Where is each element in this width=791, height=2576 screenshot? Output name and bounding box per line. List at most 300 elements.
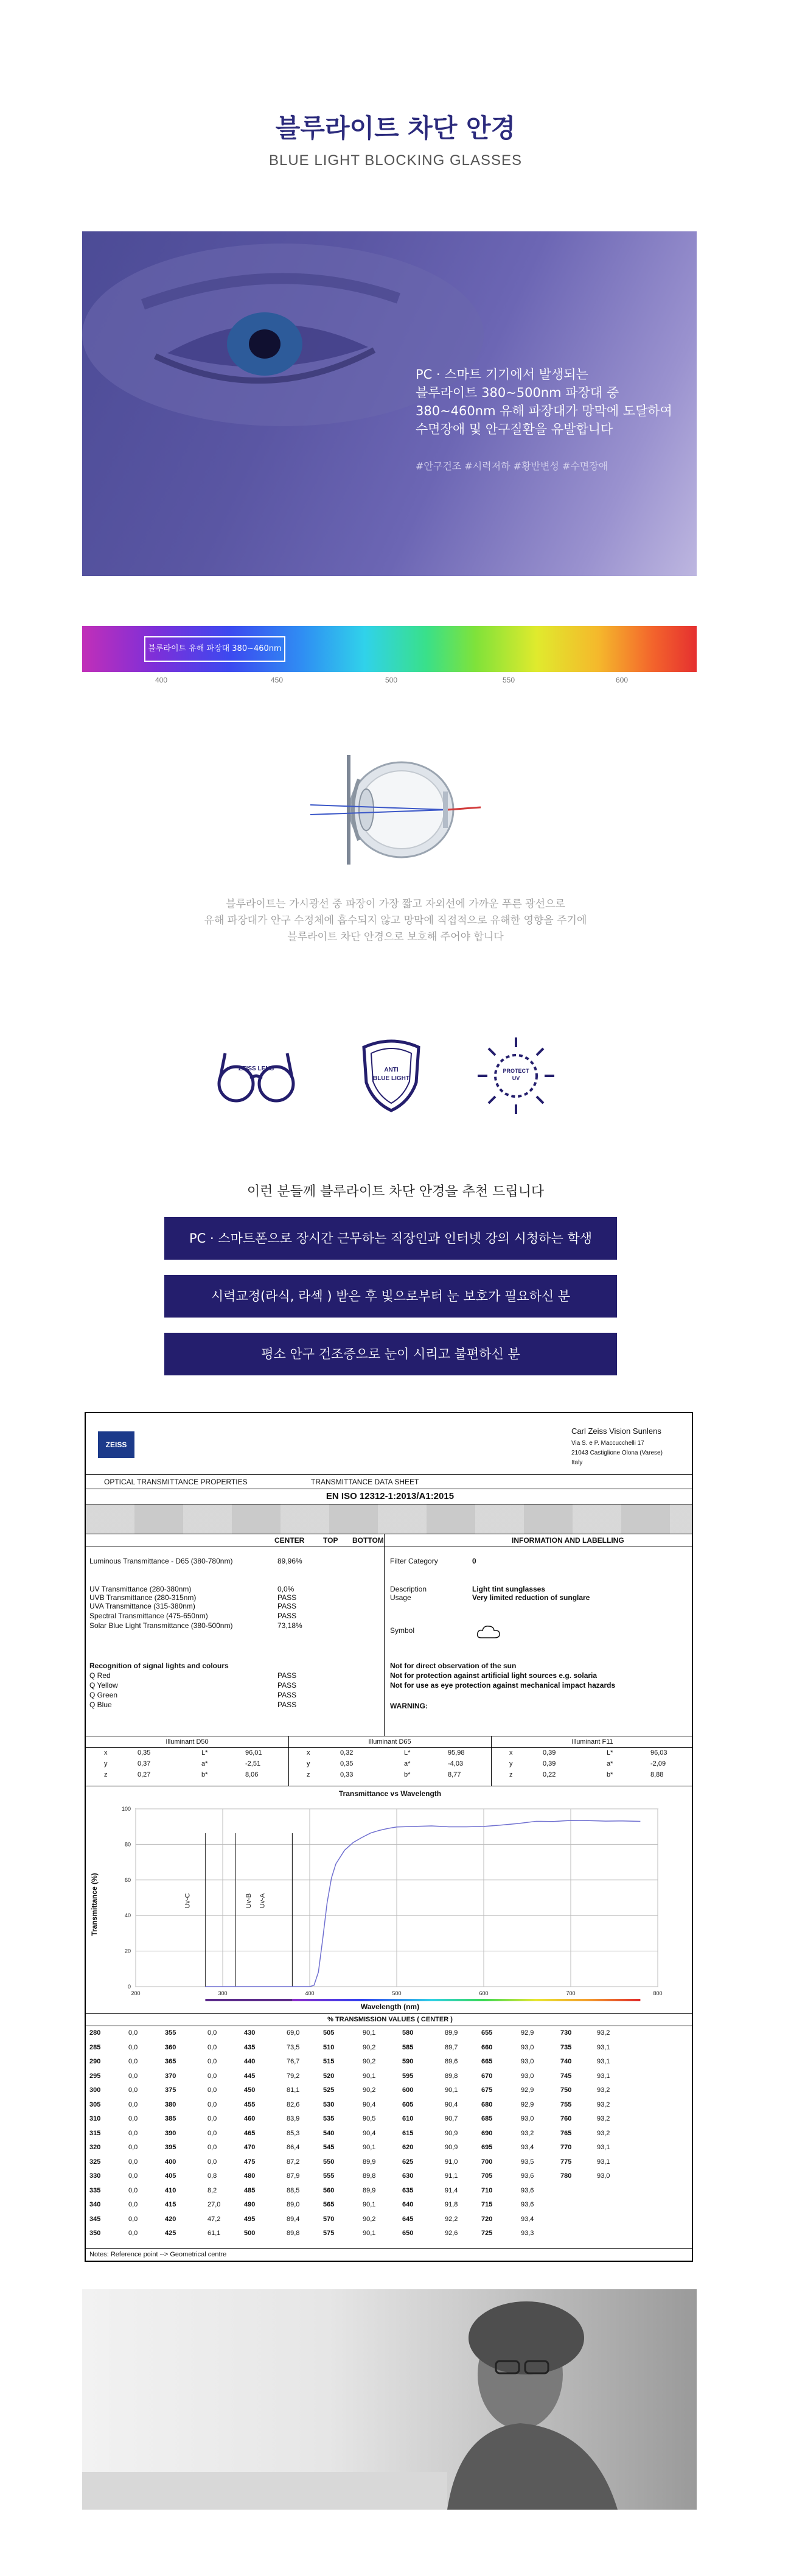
page-title: 블루라이트 차단 안경 <box>275 113 516 143</box>
signal-name: Q Blue <box>89 1700 112 1709</box>
table-cell: 90,4 <box>363 2100 376 2108</box>
table-cell: 0,0 <box>128 2129 138 2137</box>
table-cell: 93,2 <box>597 2029 610 2037</box>
table-cell: 92,9 <box>521 2100 534 2108</box>
info-value: Light tint sunglasses <box>472 1585 546 1593</box>
table-cell: 420 <box>165 2215 176 2223</box>
recommend-item: 시력교정(라식, 라섹 ) 받은 후 빛으로부터 눈 보호가 필요하신 분 <box>164 1275 617 1318</box>
table-cell: 655 <box>481 2029 493 2037</box>
illuminant-cell: 0,39 <box>543 1760 556 1767</box>
illuminant-divider <box>491 1736 492 1786</box>
spectrum-tick: 600 <box>615 676 629 684</box>
table-cell: 415 <box>165 2201 176 2208</box>
table-cell: 93,2 <box>597 2115 610 2122</box>
table-cell: 470 <box>244 2144 256 2151</box>
table-cell: 450 <box>244 2086 256 2094</box>
table-cell: 90,4 <box>363 2129 376 2137</box>
table-cell: 500 <box>244 2230 256 2237</box>
table-cell: 285 <box>89 2043 101 2051</box>
spectrum-tick: 500 <box>385 676 398 684</box>
redacted-product-info <box>86 1504 692 1534</box>
table-cell: 610 <box>402 2115 414 2122</box>
table-cell: 93,4 <box>521 2215 534 2223</box>
illuminant-title: Illuminant D50 <box>166 1738 209 1746</box>
info-heading: INFORMATION AND LABELLING <box>512 1536 624 1545</box>
table-cell: 440 <box>244 2058 256 2065</box>
illuminant-cell: 0,22 <box>543 1771 556 1778</box>
info-key: Usage <box>390 1593 411 1602</box>
table-cell: 93,1 <box>597 2072 610 2080</box>
hero-line: 수면장애 및 안구질환을 유발합니다 <box>416 422 613 437</box>
table-cell: 605 <box>402 2100 414 2108</box>
x-tick-label: 600 <box>479 1990 489 1996</box>
table-cell: 0,0 <box>207 2072 217 2080</box>
address-line: Italy <box>571 1459 583 1466</box>
table-cell: 93,0 <box>521 2043 534 2051</box>
table-cell: 710 <box>481 2186 493 2194</box>
spectrum-bar <box>82 626 697 672</box>
table-cell: 0,0 <box>207 2100 217 2108</box>
table-cell: 490 <box>244 2201 256 2208</box>
illuminant-cell: 0,35 <box>138 1749 151 1757</box>
chart-title: Transmittance vs Wavelength <box>338 1789 442 1798</box>
table-cell: 90,4 <box>445 2100 458 2108</box>
signal-value: PASS <box>277 1691 297 1699</box>
table-cell: 295 <box>89 2072 101 2080</box>
uv-label: UV <box>512 1075 520 1081</box>
illuminant-cell: 0,33 <box>340 1771 354 1778</box>
table-cell: 82,6 <box>287 2100 300 2108</box>
table-cell: 81,1 <box>287 2086 300 2094</box>
y-tick-label: 100 <box>121 1806 131 1812</box>
table-cell: 92,2 <box>445 2215 458 2223</box>
table-cell: 400 <box>165 2158 176 2166</box>
illuminant-cell: y <box>104 1760 108 1767</box>
property-name: UVA Transmittance (315-380nm) <box>89 1602 195 1610</box>
table-cell: 760 <box>560 2115 572 2122</box>
table-cell: 300 <box>89 2086 101 2094</box>
table-cell: 650 <box>402 2230 414 2237</box>
illuminant-cell: b* <box>404 1771 411 1778</box>
table-cell: 0,0 <box>128 2144 138 2151</box>
warning-text: Not for use as eye protection against mechanical impact hazards <box>390 1681 616 1690</box>
table-cell: 90,1 <box>363 2144 376 2151</box>
table-cell: 61,1 <box>207 2230 221 2237</box>
table-cell: 90,9 <box>445 2129 458 2137</box>
illuminant-cell: 0,35 <box>340 1760 354 1767</box>
property-name: Spectral Transmittance (475-650nm) <box>89 1612 208 1620</box>
table-cell: 745 <box>560 2072 572 2080</box>
hero-line: 블루라이트 380~500nm 파장대 중 <box>416 385 619 400</box>
table-cell: 92,9 <box>521 2029 534 2037</box>
warning-text: WARNING: <box>390 1702 428 1710</box>
signal-heading: Recognition of signal lights and colours <box>89 1662 229 1670</box>
transmittance-certificate <box>85 1412 693 2262</box>
table-cell: 93,1 <box>597 2144 610 2151</box>
table-cell: 89,9 <box>363 2186 376 2194</box>
illuminant-cell: 0,27 <box>138 1771 151 1778</box>
table-cell: 565 <box>323 2201 335 2208</box>
illuminant-cell: 0,37 <box>138 1760 151 1767</box>
eye-line: 유해 파장대가 안구 수정체에 흡수되지 않고 망막에 직접적으로 유해한 영향을 주기에 <box>204 914 587 927</box>
illuminant-cell: z <box>509 1771 513 1778</box>
signal-value: PASS <box>277 1681 297 1690</box>
table-cell: 430 <box>244 2029 256 2037</box>
chart-xlabel: Wavelength (nm) <box>360 2002 420 2011</box>
eye-line: 블루라이트는 가시광선 중 파장이 가장 짧고 자외선에 가까운 푸른 광선으로 <box>226 898 565 910</box>
x-tick-label: 500 <box>392 1990 402 1996</box>
illuminant-cell: 8,06 <box>245 1771 259 1778</box>
table-cell: 91,4 <box>445 2186 458 2194</box>
table-cell: 460 <box>244 2115 256 2122</box>
glasses-icon <box>217 1035 296 1114</box>
table-cell: 88,5 <box>287 2186 300 2194</box>
table-cell: 315 <box>89 2129 101 2137</box>
table-cell: 79,2 <box>287 2072 300 2080</box>
table-cell: 600 <box>402 2086 414 2094</box>
info-key: Filter Category <box>390 1557 438 1565</box>
table-cell: 89,6 <box>445 2058 458 2065</box>
table-cell: 93,3 <box>521 2230 534 2237</box>
table-cell: 620 <box>402 2144 414 2151</box>
spectrum-tick: 400 <box>155 676 168 684</box>
table-cell: 725 <box>481 2230 493 2237</box>
table-cell: 375 <box>165 2086 176 2094</box>
table-cell: 280 <box>89 2029 101 2037</box>
table-cell: 780 <box>560 2172 572 2180</box>
illuminant-cell: L* <box>607 1749 613 1757</box>
table-cell: 730 <box>560 2029 572 2037</box>
band-label: Uv-A <box>259 1893 267 1909</box>
property-value: 0,0% <box>277 1585 294 1593</box>
property-name: Solar Blue Light Transmittance (380-500nm) <box>89 1621 233 1630</box>
x-tick-label: 800 <box>653 1990 663 1996</box>
table-cell: 90,2 <box>363 2058 376 2065</box>
table-cell: 93,2 <box>521 2129 534 2137</box>
table-cell: 86,4 <box>287 2144 300 2151</box>
table-cell: 93,0 <box>521 2072 534 2080</box>
address-line: 21043 Castiglione Olona (Varese) <box>571 1450 663 1456</box>
table-cell: 660 <box>481 2043 493 2051</box>
protect-label: PROTECT <box>503 1068 529 1074</box>
standard-title: EN ISO 12312-1:2013/A1:2015 <box>326 1491 455 1501</box>
table-cell: 630 <box>402 2172 414 2180</box>
table-cell: 645 <box>402 2215 414 2223</box>
col-bottom: BOTTOM <box>352 1536 384 1545</box>
table-cell: 93,6 <box>521 2201 534 2208</box>
table-cell: 380 <box>165 2100 176 2108</box>
table-cell: 640 <box>402 2201 414 2208</box>
uv-spectrum-strip <box>205 1999 292 2001</box>
table-cell: 540 <box>323 2129 335 2137</box>
table-cell: 325 <box>89 2158 101 2166</box>
illuminant-cell: z <box>307 1771 310 1778</box>
table-cell: 87,2 <box>287 2158 300 2166</box>
table-cell: 90,2 <box>363 2215 376 2223</box>
transmittance-curve <box>205 1820 640 1987</box>
table-cell: 91,1 <box>445 2172 458 2180</box>
illuminant-cell: y <box>509 1760 513 1767</box>
table-cell: 320 <box>89 2144 101 2151</box>
property-value: 89,96% <box>277 1557 302 1565</box>
table-cell: 720 <box>481 2215 493 2223</box>
table-cell: 92,9 <box>521 2086 534 2094</box>
x-tick-label: 700 <box>566 1990 576 1996</box>
col-center: CENTER <box>274 1536 305 1545</box>
table-cell: 0,0 <box>128 2201 138 2208</box>
table-cell: 93,6 <box>521 2172 534 2180</box>
chart-ylabel: Transmittance (%) <box>90 1873 99 1936</box>
y-tick-label: 60 <box>124 1876 131 1883</box>
illuminant-cell: x <box>307 1749 310 1757</box>
table-cell: 715 <box>481 2201 493 2208</box>
col-top: TOP <box>323 1536 338 1545</box>
signal-value: PASS <box>277 1700 297 1709</box>
table-cell: 89,8 <box>287 2230 300 2237</box>
table-cell: 360 <box>165 2043 176 2051</box>
table-cell: 495 <box>244 2215 256 2223</box>
woman-with-glasses-photo <box>82 2289 697 2510</box>
table-cell: 93,2 <box>597 2100 610 2108</box>
y-tick-label: 0 <box>127 1984 131 1990</box>
table-cell: 330 <box>89 2172 101 2180</box>
table-cell: 530 <box>323 2100 335 2108</box>
table-cell: 0,0 <box>128 2072 138 2080</box>
table-cell: 410 <box>165 2186 176 2194</box>
hero-tags: #안구건조 #시력저하 #황반변성 #수면장애 <box>416 460 608 472</box>
recommend-title: 이런 분들께 블루라이트 차단 안경을 추천 드립니다 <box>246 1184 545 1199</box>
table-cell: 615 <box>402 2129 414 2137</box>
table-cell: 0,0 <box>207 2115 217 2122</box>
table-cell: 0,0 <box>207 2029 217 2037</box>
spectrum-tick: 550 <box>502 676 515 684</box>
illuminant-cell: b* <box>201 1771 208 1778</box>
table-cell: 575 <box>323 2230 335 2237</box>
table-cell: 705 <box>481 2172 493 2180</box>
table-cell: 755 <box>560 2100 572 2108</box>
property-value: PASS <box>277 1602 297 1610</box>
table-cell: 93,5 <box>521 2158 534 2166</box>
table-cell: 625 <box>402 2158 414 2166</box>
illuminant-cell: -2,09 <box>650 1760 666 1767</box>
table-cell: 93,0 <box>597 2172 610 2180</box>
illuminant-cell: -4,03 <box>448 1760 464 1767</box>
property-value: PASS <box>277 1593 297 1602</box>
hero-banner <box>82 231 697 576</box>
table-cell: 0,0 <box>128 2029 138 2037</box>
illuminant-cell: a* <box>201 1760 208 1767</box>
table-cell: 0,0 <box>128 2230 138 2237</box>
table-cell: 765 <box>560 2129 572 2137</box>
table-cell: 690 <box>481 2129 493 2137</box>
illuminant-cell: a* <box>607 1760 613 1767</box>
table-cell: 0,0 <box>207 2043 217 2051</box>
table-cell: 85,3 <box>287 2129 300 2137</box>
zeiss-logo: ZEISS <box>98 1431 134 1458</box>
table-cell: 370 <box>165 2072 176 2080</box>
table-cell: 89,9 <box>363 2158 376 2166</box>
table-cell: 89,0 <box>287 2201 300 2208</box>
table-cell: 685 <box>481 2115 493 2122</box>
table-cell: 90,1 <box>363 2029 376 2037</box>
table-cell: 290 <box>89 2058 101 2065</box>
table-cell: 740 <box>560 2058 572 2065</box>
band-label: Uv-B <box>245 1893 253 1909</box>
table-cell: 390 <box>165 2129 176 2137</box>
table-cell: 90,1 <box>445 2086 458 2094</box>
table-cell: 515 <box>323 2058 335 2065</box>
illuminant-cell: z <box>104 1771 108 1778</box>
table-cell: 0,0 <box>207 2129 217 2137</box>
x-tick-label: 200 <box>131 1990 141 1996</box>
illuminant-cell: 96,01 <box>245 1749 262 1757</box>
table-cell: 345 <box>89 2215 101 2223</box>
table-cell: 480 <box>244 2172 256 2180</box>
table-cell: 0,0 <box>207 2086 217 2094</box>
table-cell: 775 <box>560 2158 572 2166</box>
illuminant-cell: y <box>307 1760 310 1767</box>
table-cell: 395 <box>165 2144 176 2151</box>
spectrum-tick: 450 <box>270 676 284 684</box>
table-cell: 585 <box>402 2043 414 2051</box>
table-cell: 435 <box>244 2043 256 2051</box>
table-cell: 365 <box>165 2058 176 2065</box>
cloud-symbol-icon <box>475 1623 503 1641</box>
table-cell: 93,0 <box>521 2058 534 2065</box>
table-cell: 0,0 <box>207 2158 217 2166</box>
table-cell: 695 <box>481 2144 493 2151</box>
warning-text: Not for direct observation of the sun <box>390 1662 517 1670</box>
info-key: Description <box>390 1585 427 1593</box>
illuminant-cell: x <box>509 1749 513 1757</box>
illuminant-cell: 8,77 <box>448 1771 461 1778</box>
illuminant-cell: L* <box>201 1749 208 1757</box>
table-cell: 550 <box>323 2158 335 2166</box>
table-cell: 93,1 <box>597 2058 610 2065</box>
table-cell: 465 <box>244 2129 256 2137</box>
table-cell: 570 <box>323 2215 335 2223</box>
table-cell: 0,0 <box>207 2058 217 2065</box>
table-cell: 510 <box>323 2043 335 2051</box>
y-tick-label: 80 <box>124 1841 131 1848</box>
table-cell: 93,4 <box>521 2144 534 2151</box>
table-cell: 675 <box>481 2086 493 2094</box>
table-cell: 680 <box>481 2100 493 2108</box>
table-cell: 700 <box>481 2158 493 2166</box>
table-cell: 93,6 <box>521 2186 534 2194</box>
table-cell: 73,5 <box>287 2043 300 2051</box>
hero-description <box>416 365 695 438</box>
table-cell: 90,1 <box>363 2201 376 2208</box>
table-cell: 90,2 <box>363 2043 376 2051</box>
datasheet-heading: TRANSMITTANCE DATA SHEET <box>311 1478 419 1486</box>
property-name: UVB Transmittance (280-315nm) <box>89 1593 197 1602</box>
table-cell: 590 <box>402 2058 414 2065</box>
table-cell: 0,0 <box>128 2058 138 2065</box>
table-cell: 0,0 <box>128 2086 138 2094</box>
table-cell: 89,9 <box>445 2029 458 2037</box>
table-cell: 355 <box>165 2029 176 2037</box>
table-cell: 90,2 <box>363 2086 376 2094</box>
illuminant-title: Illuminant D65 <box>368 1738 411 1746</box>
table-cell: 525 <box>323 2086 335 2094</box>
table-cell: 0,0 <box>128 2115 138 2122</box>
transmittance-chart <box>86 1800 692 2001</box>
signal-name: Q Red <box>89 1671 111 1680</box>
table-cell: 750 <box>560 2086 572 2094</box>
table-cell: 405 <box>165 2172 176 2180</box>
table-cell: 27,0 <box>207 2201 221 2208</box>
signal-value: PASS <box>277 1671 297 1680</box>
table-cell: 90,1 <box>363 2072 376 2080</box>
table-cell: 90,1 <box>363 2230 376 2237</box>
illuminant-divider <box>288 1736 289 1786</box>
illuminant-title: Illuminant F11 <box>571 1738 613 1746</box>
anti-label: ANTI <box>384 1067 399 1073</box>
illuminant-cell: a* <box>404 1760 411 1767</box>
table-cell: 310 <box>89 2115 101 2122</box>
table-cell: 0,0 <box>128 2100 138 2108</box>
table-cell: 545 <box>323 2144 335 2151</box>
table-cell: 93,1 <box>597 2158 610 2166</box>
table-cell: 0,0 <box>128 2158 138 2166</box>
table-cell: 475 <box>244 2158 256 2166</box>
page-subtitle: BLUE LIGHT BLOCKING GLASSES <box>268 152 523 169</box>
band-label: Uv-C <box>184 1893 192 1909</box>
info-value: 0 <box>472 1557 476 1565</box>
eye-line: 블루라이트 차단 안경으로 보호해 주어야 합니다 <box>287 931 504 943</box>
table-cell: 735 <box>560 2043 572 2051</box>
property-value: PASS <box>277 1612 297 1620</box>
signal-name: Q Yellow <box>89 1681 118 1690</box>
table-cell: 455 <box>244 2100 256 2108</box>
table-cell: 0,0 <box>128 2215 138 2223</box>
table-cell: 340 <box>89 2201 101 2208</box>
sun-uv-icon <box>476 1035 556 1114</box>
shield-icon <box>352 1035 431 1114</box>
table-cell: 580 <box>402 2029 414 2037</box>
table-cell: 93,1 <box>597 2043 610 2051</box>
table-cell: 425 <box>165 2230 176 2237</box>
table-cell: 69,0 <box>287 2029 300 2037</box>
table-cell: 535 <box>323 2115 335 2122</box>
table-cell: 770 <box>560 2144 572 2151</box>
illuminant-cell: -2,51 <box>245 1760 261 1767</box>
table-cell: 445 <box>244 2072 256 2080</box>
table-cell: 505 <box>323 2029 335 2037</box>
illuminant-cell: 8,88 <box>650 1771 664 1778</box>
recommend-item: PC · 스마트폰으로 장시간 근무하는 직장인과 인터넷 강의 시청하는 학생 <box>164 1217 617 1260</box>
table-cell: 91,0 <box>445 2158 458 2166</box>
table-cell: 520 <box>323 2072 335 2080</box>
footnote: Notes: Reference point --> Geometrical centre <box>89 2251 227 2258</box>
property-name: UV Transmittance (280-380nm) <box>89 1585 192 1593</box>
table-cell: 89,7 <box>445 2043 458 2051</box>
table-cell: 0,0 <box>207 2144 217 2151</box>
info-key: Symbol <box>390 1626 415 1635</box>
table-cell: 90,9 <box>445 2144 458 2151</box>
illuminant-cell: x <box>104 1749 108 1757</box>
table-cell: 91,8 <box>445 2201 458 2208</box>
table-cell: 595 <box>402 2072 414 2080</box>
table-cell: 93,2 <box>597 2129 610 2137</box>
x-tick-label: 300 <box>218 1990 228 1996</box>
table-cell: 0,8 <box>207 2172 217 2180</box>
illuminant-cell: 0,39 <box>543 1749 556 1757</box>
table-cell: 665 <box>481 2058 493 2065</box>
table-cell: 89,8 <box>445 2072 458 2080</box>
table-cell: 90,7 <box>445 2115 458 2122</box>
